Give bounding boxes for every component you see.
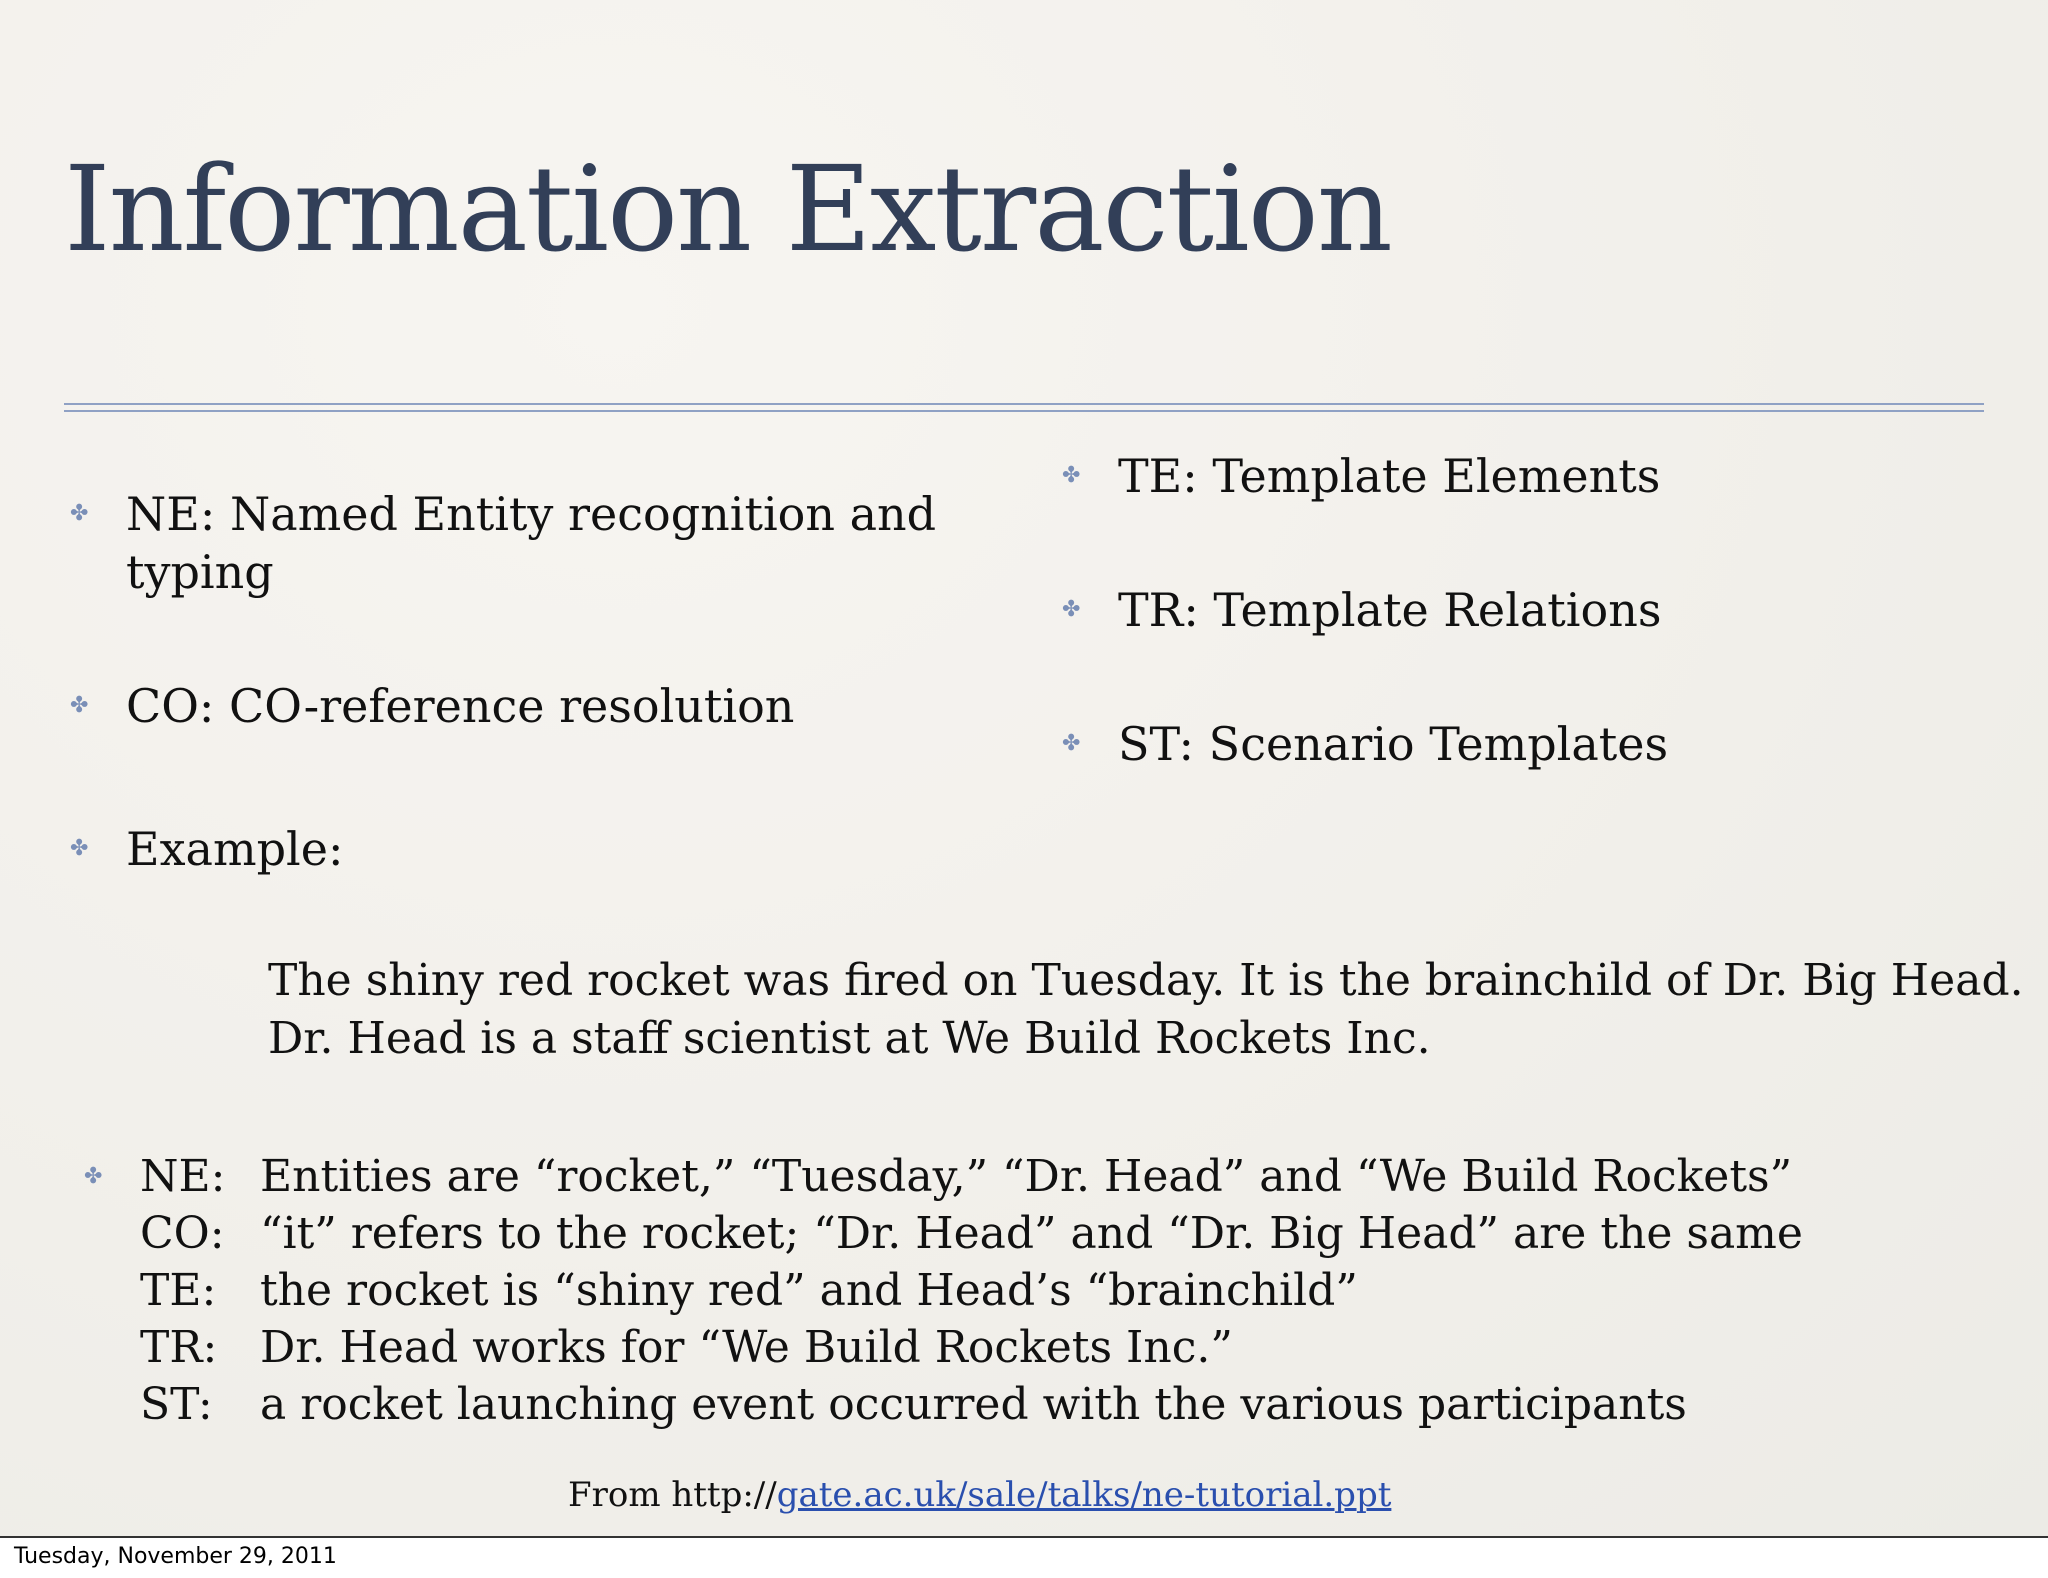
footer-date: Tuesday, November 29, 2011 xyxy=(14,1544,337,1569)
source-prefix: From http:// xyxy=(568,1475,777,1515)
analysis-row-tr xyxy=(140,1319,1803,1376)
title-rule-bottom xyxy=(64,410,1984,412)
analysis-text: “it” refers to the rocket; “Dr. Head” and “Dr. Big Head” are the same xyxy=(260,1208,1803,1259)
analysis-label: TE: xyxy=(140,1265,217,1316)
bullet-mark-icon: ✤ xyxy=(70,693,89,718)
analysis-row-ne xyxy=(140,1148,1803,1205)
example-sentence xyxy=(268,952,2024,1068)
source-link[interactable]: gate.ac.uk/sale/talks/ne-tutorial.ppt xyxy=(776,1475,1392,1515)
bullet-co xyxy=(70,677,795,735)
bullet-te-text: TE: Template Elements xyxy=(1118,449,1661,503)
analysis-text: the rocket is “shiny red” and Head’s “brainchild” xyxy=(260,1265,1358,1316)
bullet-mark-icon: ✤ xyxy=(1062,731,1081,756)
bullet-mark-icon: ✤ xyxy=(70,836,89,861)
analysis-row-co xyxy=(140,1205,1803,1262)
bullet-ne-line1: NE: Named Entity recognition and xyxy=(126,487,937,541)
bullet-tr-text: TR: Template Relations xyxy=(1118,583,1662,637)
analysis-text: Dr. Head works for “We Build Rockets Inc.” xyxy=(260,1322,1233,1373)
bullet-mark-icon: ✤ xyxy=(70,501,89,526)
bullet-co-text: CO: CO-reference resolution xyxy=(126,679,795,733)
analysis-row-te xyxy=(140,1262,1803,1319)
bullet-mark-icon: ✤ xyxy=(1062,463,1081,488)
analysis-text: a rocket launching event occurred with the various participants xyxy=(260,1379,1687,1430)
analysis-block xyxy=(84,1148,1803,1433)
bullet-mark-icon: ✤ xyxy=(1062,597,1081,622)
analysis-label: ST: xyxy=(140,1379,213,1430)
bullet-ne xyxy=(70,485,937,601)
bullet-example xyxy=(70,820,344,878)
analysis-text: Entities are “rocket,” “Tuesday,” “Dr. Head” and “We Build Rockets” xyxy=(260,1151,1793,1202)
bullet-st xyxy=(1062,715,1669,773)
bullet-st-text: ST: Scenario Templates xyxy=(1118,717,1669,771)
title-rule-top xyxy=(64,403,1984,405)
page-footer xyxy=(0,1536,2048,1578)
bullet-te xyxy=(1062,447,1661,505)
bullet-mark-icon: ✤ xyxy=(84,1164,103,1189)
analysis-row-st xyxy=(140,1376,1803,1433)
slide-title: Information Extraction xyxy=(64,140,1391,278)
example-line1: The shiny red rocket was fired on Tuesday. It is the brainchild of Dr. Big Head. xyxy=(268,955,2024,1006)
bullet-example-text: Example: xyxy=(126,822,344,876)
bullet-tr xyxy=(1062,581,1662,639)
analysis-label: CO: xyxy=(140,1208,225,1259)
analysis-label: TR: xyxy=(140,1322,218,1373)
bullet-ne-line2: typing xyxy=(126,545,274,599)
source-citation xyxy=(568,1475,1391,1515)
analysis-label: NE: xyxy=(140,1151,226,1202)
example-line2: Dr. Head is a staff scientist at We Build Rockets Inc. xyxy=(268,1013,1431,1064)
